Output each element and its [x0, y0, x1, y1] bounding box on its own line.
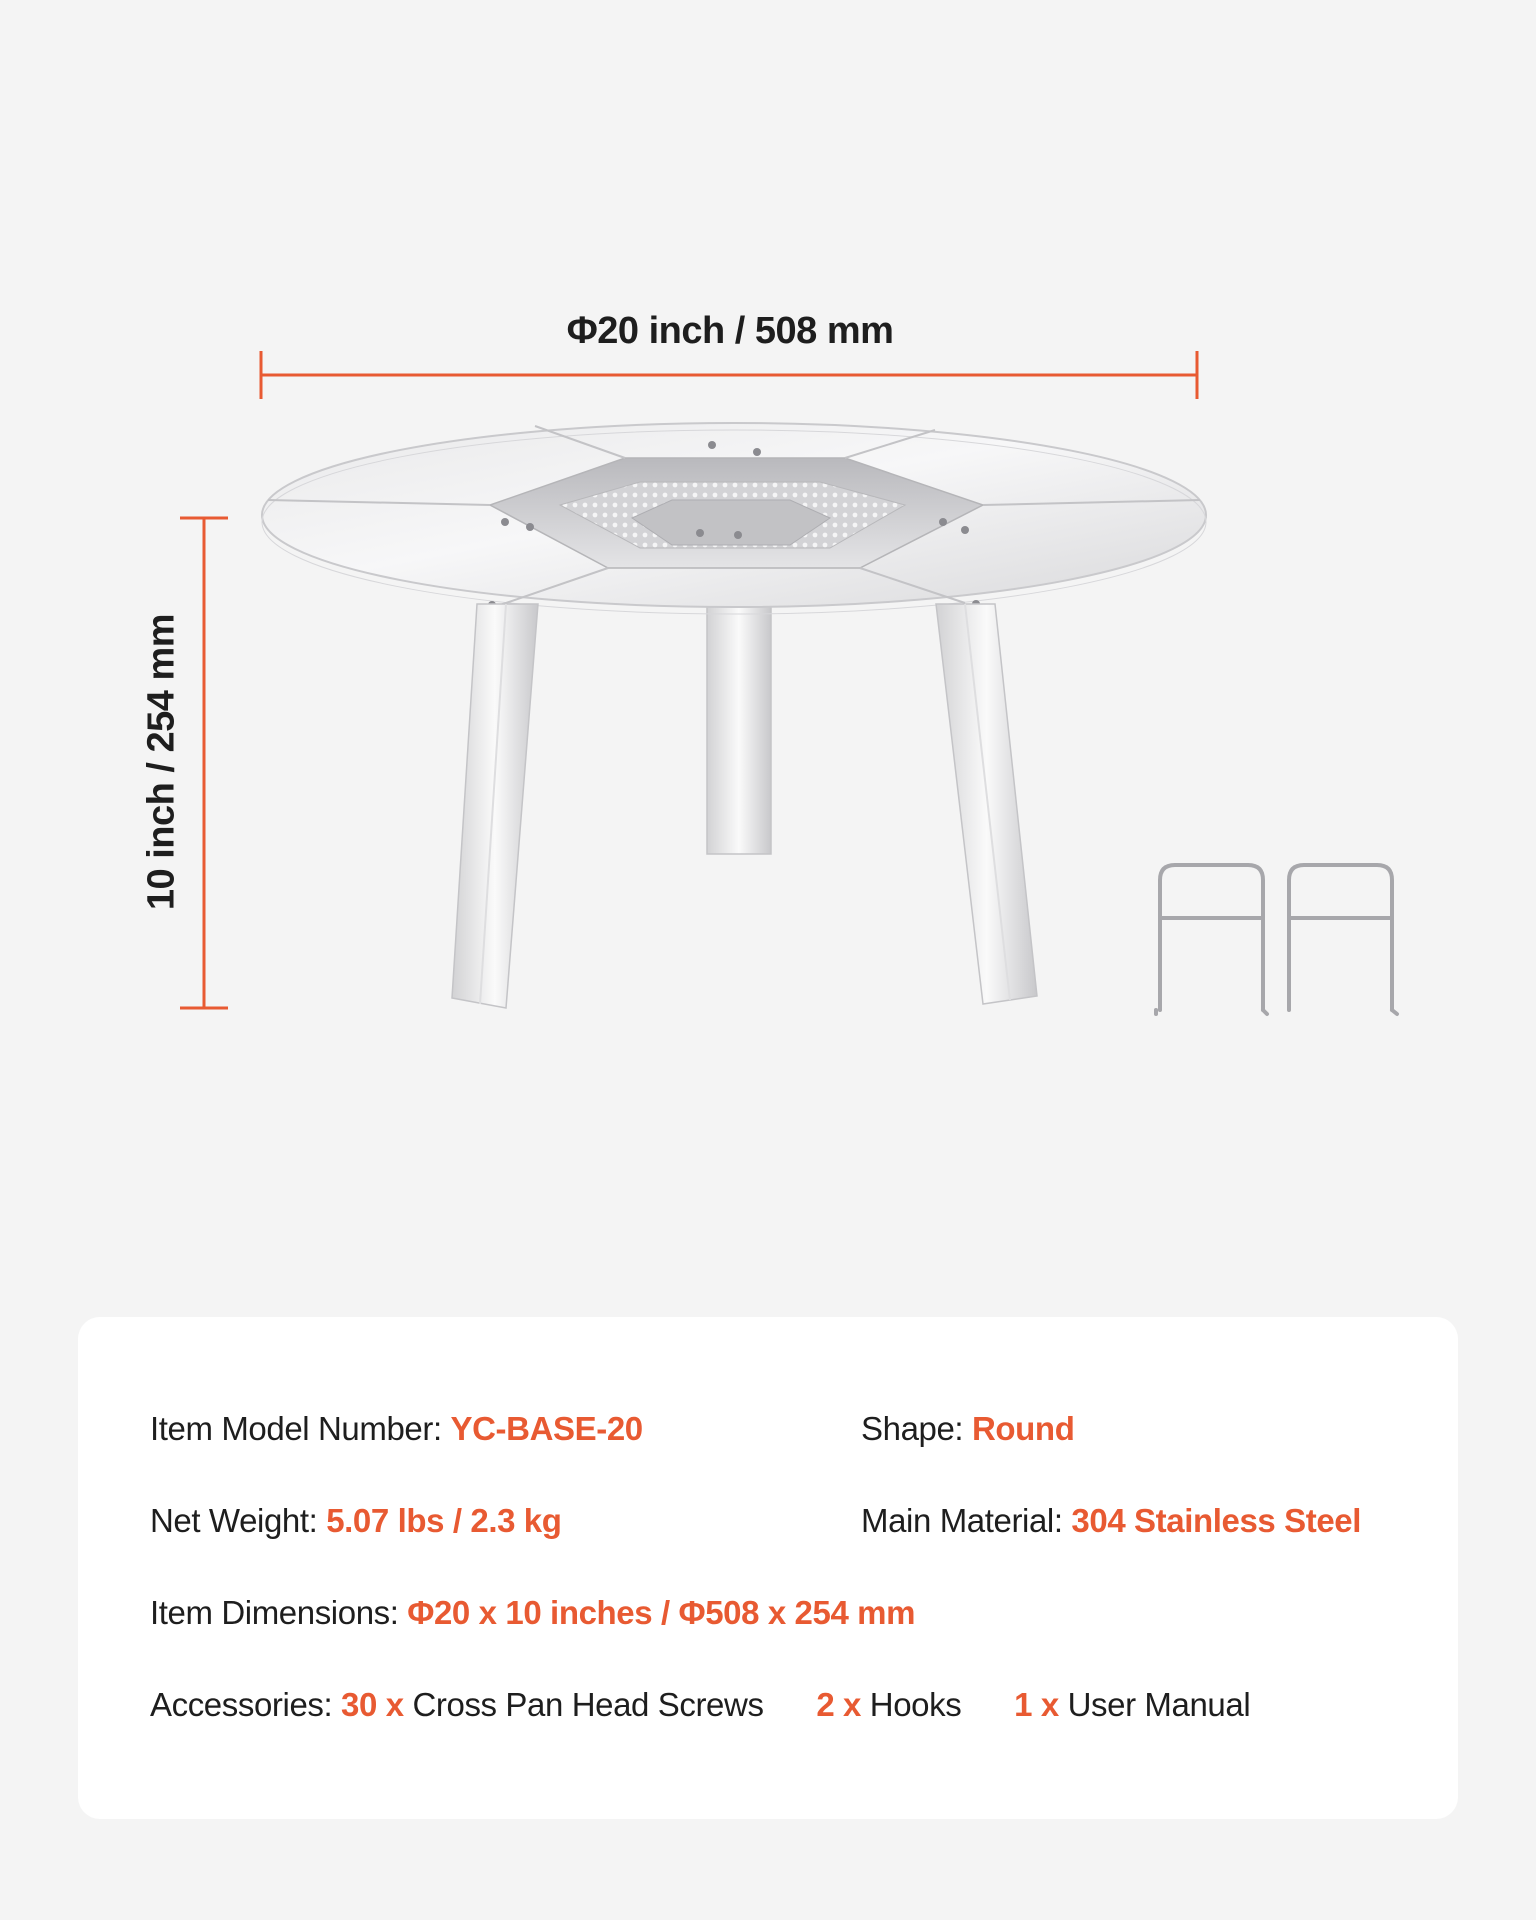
- accessory-item: [1014, 1686, 1250, 1723]
- spec-model-value: YC-BASE-20: [450, 1410, 643, 1447]
- spec-shape-label: Shape:: [861, 1410, 964, 1447]
- table-top: [262, 423, 1206, 614]
- right-leg: [936, 604, 1037, 1004]
- spec-shape-value: Round: [971, 1410, 1075, 1447]
- spec-net-weight: [150, 1502, 562, 1540]
- left-leg: [452, 604, 538, 1008]
- spec-accessories: [150, 1686, 1250, 1724]
- accessory-qty: 1 x: [1014, 1686, 1059, 1723]
- width-dimension-line: [261, 351, 1197, 399]
- spec-model-number: [150, 1410, 643, 1448]
- accessory-name: User Manual: [1067, 1686, 1251, 1723]
- accessory-item: [341, 1686, 764, 1723]
- accessory-item: [816, 1686, 961, 1723]
- back-leg: [707, 606, 771, 854]
- spec-accessories-label: Accessories:: [150, 1686, 333, 1723]
- accessory-qty: 2 x: [816, 1686, 862, 1723]
- height-dimension-line: [180, 518, 228, 1008]
- spec-weight-value: 5.07 lbs / 2.3 kg: [326, 1502, 562, 1539]
- accessory-qty: 30 x: [341, 1686, 404, 1723]
- hooks-accessory: [1156, 865, 1397, 1014]
- spec-main-material: [861, 1502, 1361, 1540]
- spec-material-value: 304 Stainless Steel: [1071, 1502, 1361, 1539]
- accessory-name: Cross Pan Head Screws: [412, 1686, 764, 1723]
- spec-item-dimensions: [150, 1594, 915, 1632]
- spec-material-label: Main Material:: [861, 1502, 1063, 1539]
- accessory-name: Hooks: [869, 1686, 962, 1723]
- spec-shape: [861, 1410, 1074, 1448]
- spec-model-label: Item Model Number:: [150, 1410, 442, 1447]
- spec-dimensions-label: Item Dimensions:: [150, 1594, 399, 1631]
- width-dimension-label: Φ20 inch / 508 mm: [566, 310, 894, 352]
- spec-weight-label: Net Weight:: [150, 1502, 318, 1539]
- specifications-card: [78, 1317, 1458, 1819]
- height-dimension-label: 10 inch / 254 mm: [140, 613, 183, 911]
- spec-dimensions-value: Φ20 x 10 inches / Φ508 x 254 mm: [407, 1594, 916, 1631]
